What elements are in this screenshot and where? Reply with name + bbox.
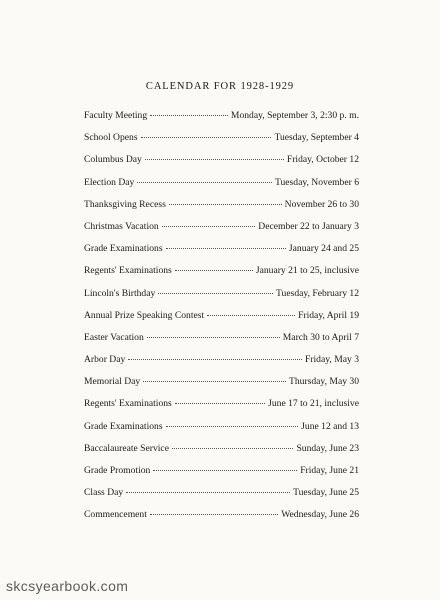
event-date: Friday, October 12 xyxy=(286,154,359,166)
calendar-entry xyxy=(84,509,359,531)
event-date: November 26 to 30 xyxy=(284,198,359,210)
calendar-entry xyxy=(84,421,359,443)
dot-leader xyxy=(128,359,302,360)
page-title: CALENDAR FOR 1928-1929 xyxy=(145,81,295,92)
dot-leader xyxy=(147,337,280,338)
event-name: Lincoln's Birthday xyxy=(84,287,156,299)
calendar-entry xyxy=(84,354,359,376)
calendar-entry xyxy=(84,154,359,176)
event-date: Sunday, June 23 xyxy=(296,442,359,454)
calendar-entry xyxy=(84,110,359,132)
event-name: Grade Promotion xyxy=(84,465,151,476)
calendar-entry xyxy=(84,132,359,154)
dot-leader xyxy=(153,470,297,471)
event-name: Thanksgiving Recess xyxy=(84,198,166,210)
dot-leader xyxy=(175,270,253,271)
event-name: Regents' Examinations xyxy=(84,398,172,410)
event-name: Christmas Vacation xyxy=(84,220,159,232)
dot-leader xyxy=(150,115,228,116)
event-name: Baccalaureate Service xyxy=(84,442,169,454)
event-name: Arbor Day xyxy=(84,354,126,366)
calendar-entry xyxy=(84,398,359,420)
dot-leader xyxy=(141,137,272,138)
event-name: Easter Vacation xyxy=(84,331,144,343)
dot-leader xyxy=(172,448,294,449)
dot-leader xyxy=(137,182,272,183)
event-date: Friday, June 21 xyxy=(300,465,359,476)
calendar-entry xyxy=(84,221,359,243)
dot-leader xyxy=(166,426,299,427)
calendar-entry xyxy=(84,199,359,221)
event-date: Tuesday, February 12 xyxy=(276,287,359,299)
calendar-entry xyxy=(84,310,359,332)
event-name: School Opens xyxy=(84,132,138,144)
event-name: Grade Examinations xyxy=(84,420,163,432)
dot-leader xyxy=(150,514,278,515)
event-name: Faculty Meeting xyxy=(84,110,148,121)
event-date: Monday, September 3, 2:30 p. m. xyxy=(230,110,359,121)
event-date: March 30 to April 7 xyxy=(282,331,359,343)
calendar-entry xyxy=(84,443,359,465)
dot-leader xyxy=(158,293,273,294)
event-date: December 22 to January 3 xyxy=(258,220,359,232)
event-date: Tuesday, September 4 xyxy=(274,132,359,144)
event-name: Columbus Day xyxy=(84,154,142,166)
event-date: January 24 and 25 xyxy=(288,243,359,255)
calendar-entry xyxy=(84,177,359,199)
calendar-entry xyxy=(84,376,359,398)
dot-leader xyxy=(162,226,256,227)
calendar-entry xyxy=(84,487,359,509)
event-date: Friday, April 19 xyxy=(298,309,359,321)
event-date: Tuesday, November 6 xyxy=(274,176,359,188)
event-date: June 12 and 13 xyxy=(301,420,359,432)
dot-leader xyxy=(207,315,295,316)
dot-leader xyxy=(175,403,265,404)
site-watermark: skcsyearbook.com xyxy=(6,578,129,594)
event-name: Election Day xyxy=(84,176,135,188)
event-date: Wednesday, June 26 xyxy=(281,509,359,521)
event-name: Memorial Day xyxy=(84,376,141,388)
dot-leader xyxy=(143,381,286,382)
event-date: Friday, May 3 xyxy=(304,354,359,366)
event-name: Annual Prize Speaking Contest xyxy=(84,309,205,321)
event-date: June 17 to 21, inclusive xyxy=(268,398,359,410)
dot-leader xyxy=(126,492,290,493)
event-name: Class Day xyxy=(84,487,124,499)
event-name: Grade Examinations xyxy=(84,243,163,255)
dot-leader xyxy=(169,204,282,205)
calendar-entry xyxy=(84,288,359,310)
calendar-entry xyxy=(84,332,359,354)
calendar-entry xyxy=(84,265,359,287)
calendar-entry xyxy=(84,243,359,265)
dot-leader xyxy=(145,159,284,160)
event-name: Regents' Examinations xyxy=(84,265,172,277)
event-date: Thursday, May 30 xyxy=(289,376,359,388)
calendar-list xyxy=(84,110,359,532)
calendar-entry xyxy=(84,465,359,487)
event-name: Commencement xyxy=(84,509,147,521)
event-date: January 21 to 25, inclusive xyxy=(255,265,359,277)
event-date: Tuesday, June 25 xyxy=(293,487,359,499)
dot-leader xyxy=(166,248,286,249)
